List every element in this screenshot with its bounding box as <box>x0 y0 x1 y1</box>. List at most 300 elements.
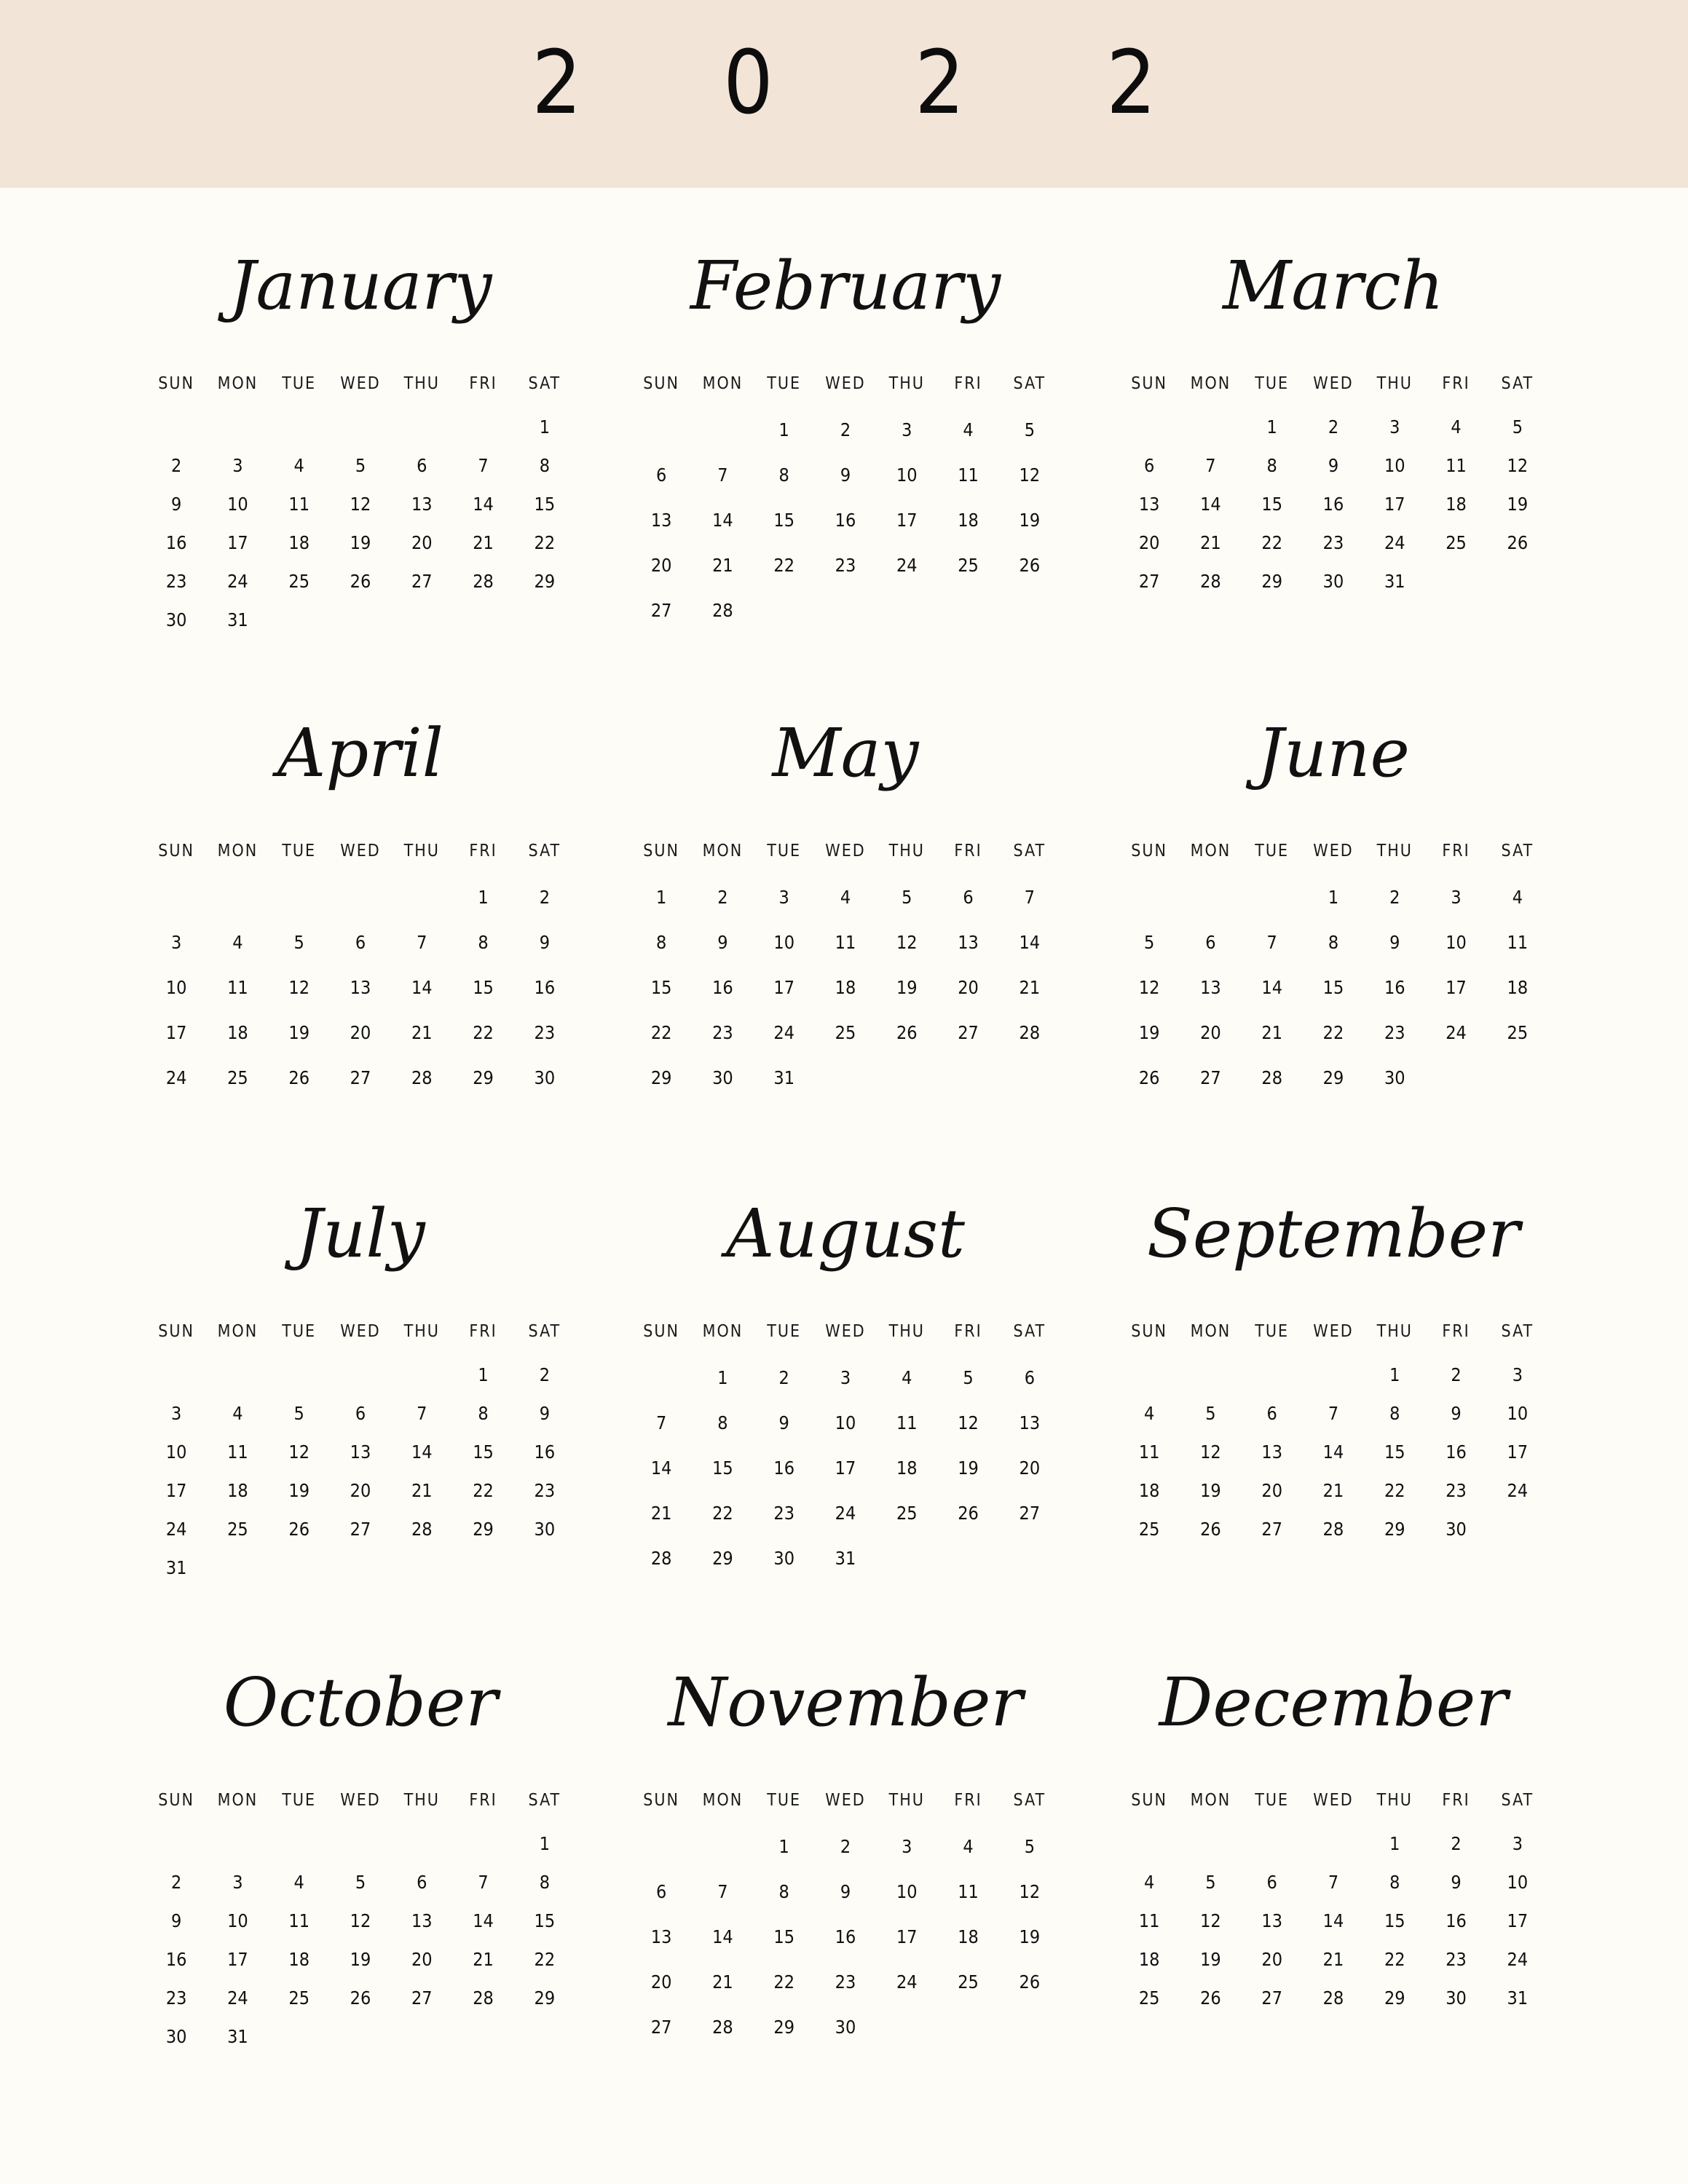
day-cell: 22 <box>1384 1949 1405 1970</box>
weekday-header <box>631 1789 1060 1811</box>
day-cell: 1 <box>778 1836 789 1857</box>
weekday-label: MON <box>702 1791 744 1810</box>
empty-day-cell <box>391 875 452 920</box>
day-cell: 1 <box>1266 416 1277 438</box>
day-cell: 15 <box>534 494 556 515</box>
year-header <box>0 0 1688 188</box>
day-cell: 7 <box>478 1872 489 1893</box>
day-cell: 28 <box>1261 1067 1283 1088</box>
month-november <box>631 1648 1060 2050</box>
day-cell: 4 <box>232 932 243 953</box>
day-cell: 21 <box>712 555 733 576</box>
day-cell: 19 <box>350 532 371 553</box>
day-cell: 2 <box>170 455 182 476</box>
weekday-label: SAT <box>528 1791 561 1810</box>
empty-day-cell <box>330 408 391 446</box>
day-cell: 30 <box>534 1519 556 1540</box>
day-cell: 6 <box>355 932 366 953</box>
day-cell: 30 <box>1384 1067 1405 1088</box>
weekday-label: WED <box>1313 1791 1354 1810</box>
day-cell: 4 <box>293 455 304 476</box>
empty-day-cell <box>1180 1824 1241 1863</box>
day-cell: 8 <box>1389 1872 1400 1893</box>
day-cell: 25 <box>896 1503 918 1524</box>
day-cell: 21 <box>1322 1480 1344 1501</box>
day-cell: 10 <box>1446 932 1467 953</box>
year-title: 2 0 2 2 <box>532 33 1215 134</box>
day-cell: 24 <box>1384 532 1405 553</box>
day-cell: 14 <box>650 1457 672 1479</box>
day-cell: 18 <box>1507 977 1529 998</box>
day-cell: 9 <box>170 1910 182 1931</box>
day-cell: 2 <box>840 419 851 440</box>
day-cell: 12 <box>1138 977 1160 998</box>
day-cell: 2 <box>1328 416 1339 438</box>
day-cell: 27 <box>350 1067 371 1088</box>
day-cell: 24 <box>227 1987 248 2009</box>
day-cell: 7 <box>417 1403 427 1424</box>
empty-day-cell <box>269 875 330 920</box>
day-cell: 4 <box>1451 416 1462 438</box>
day-cell: 8 <box>478 1403 489 1424</box>
empty-day-cell <box>1303 1356 1364 1394</box>
weekday-label: FRI <box>954 1791 982 1810</box>
day-cell: 11 <box>1446 455 1467 476</box>
day-cell: 9 <box>1328 455 1339 476</box>
day-cell: 6 <box>963 887 974 908</box>
day-cell: 18 <box>1138 1949 1160 1970</box>
day-cell: 16 <box>534 977 556 998</box>
day-cell: 26 <box>1200 1987 1221 2009</box>
day-cell: 11 <box>835 932 856 953</box>
day-cell: 11 <box>958 1881 979 1902</box>
day-cell: 15 <box>773 510 795 531</box>
day-cell: 23 <box>165 571 187 592</box>
day-cell: 16 <box>1384 977 1405 998</box>
day-cell: 17 <box>896 510 918 531</box>
day-cell: 1 <box>478 887 489 908</box>
day-cell: 21 <box>1322 1949 1344 1970</box>
day-cell: 1 <box>478 1364 489 1385</box>
weekday-label: SAT <box>1501 374 1534 393</box>
empty-day-cell <box>1180 1356 1241 1394</box>
day-cell: 20 <box>958 977 979 998</box>
day-cell: 10 <box>896 1881 918 1902</box>
day-cell: 24 <box>896 1971 918 1993</box>
day-cell: 30 <box>712 1067 733 1088</box>
day-cell: 9 <box>170 494 182 515</box>
day-cell: 19 <box>896 977 918 998</box>
day-cell: 12 <box>288 1441 310 1463</box>
day-cell: 28 <box>712 600 733 621</box>
day-cell: 31 <box>773 1067 795 1088</box>
day-cell: 6 <box>1143 455 1155 476</box>
empty-day-cell <box>146 408 207 446</box>
empty-day-cell <box>452 408 513 446</box>
day-cell: 6 <box>1024 1367 1035 1388</box>
weekday-label: THU <box>888 1791 925 1810</box>
day-cell: 22 <box>1384 1480 1405 1501</box>
day-cell: 21 <box>411 1022 433 1043</box>
month-name: May <box>772 714 919 792</box>
month-name: December <box>1159 1663 1508 1741</box>
weekday-label: SUN <box>158 842 195 860</box>
weekday-label: THU <box>888 842 925 860</box>
day-cell: 26 <box>1019 555 1041 576</box>
day-cell: 10 <box>227 1910 248 1931</box>
day-cell: 17 <box>896 1926 918 1947</box>
weekday-label: SUN <box>1131 1322 1168 1341</box>
empty-day-cell <box>631 1824 692 1870</box>
day-cell: 16 <box>1446 1910 1467 1931</box>
day-grid <box>146 1356 575 1587</box>
day-cell: 29 <box>650 1067 672 1088</box>
weekday-label: THU <box>403 374 440 393</box>
day-cell: 15 <box>534 1910 556 1931</box>
day-cell: 24 <box>1446 1022 1467 1043</box>
day-cell: 2 <box>539 1364 550 1385</box>
weekday-label: SAT <box>1501 1322 1534 1341</box>
weekday-label: MON <box>702 842 744 860</box>
day-cell: 12 <box>958 1412 979 1433</box>
empty-day-cell <box>1119 875 1180 920</box>
day-cell: 12 <box>350 1910 371 1931</box>
day-cell: 10 <box>896 464 918 486</box>
day-cell: 19 <box>1200 1480 1221 1501</box>
day-cell: 7 <box>478 455 489 476</box>
weekday-header <box>1119 373 1548 395</box>
day-cell: 11 <box>227 1441 248 1463</box>
empty-day-cell <box>1242 1824 1303 1863</box>
day-cell: 16 <box>835 1926 856 1947</box>
weekday-label: WED <box>1313 842 1354 860</box>
day-cell: 9 <box>840 1881 851 1902</box>
day-cell: 27 <box>411 571 433 592</box>
weekday-label: TUE <box>282 842 317 860</box>
day-cell: 17 <box>165 1022 187 1043</box>
day-cell: 19 <box>350 1949 371 1970</box>
day-cell: 13 <box>1261 1441 1283 1463</box>
day-cell: 5 <box>1024 419 1035 440</box>
weekday-label: THU <box>888 374 925 393</box>
day-grid <box>1119 408 1548 601</box>
day-cell: 11 <box>1138 1441 1160 1463</box>
weekday-header <box>146 1789 575 1811</box>
day-cell: 29 <box>1384 1519 1405 1540</box>
weekday-label: FRI <box>469 1322 497 1341</box>
day-cell: 13 <box>1200 977 1221 998</box>
day-cell: 8 <box>1389 1403 1400 1424</box>
day-cell: 9 <box>1389 932 1400 953</box>
day-cell: 2 <box>170 1872 182 1893</box>
day-cell: 21 <box>650 1503 672 1524</box>
day-grid <box>1119 1824 1548 2017</box>
empty-day-cell <box>1180 408 1241 446</box>
month-june <box>1119 699 1548 1101</box>
day-cell: 23 <box>165 1987 187 2009</box>
day-cell: 1 <box>1389 1833 1400 1854</box>
day-cell: 23 <box>1322 532 1344 553</box>
day-cell: 19 <box>288 1480 310 1501</box>
day-cell: 13 <box>650 1926 672 1947</box>
weekday-header <box>146 373 575 395</box>
day-cell: 18 <box>835 977 856 998</box>
day-cell: 19 <box>1138 1022 1160 1043</box>
day-cell: 1 <box>539 416 550 438</box>
day-cell: 10 <box>1384 455 1405 476</box>
day-cell: 20 <box>1138 532 1160 553</box>
day-cell: 4 <box>232 1403 243 1424</box>
day-cell: 5 <box>293 1403 304 1424</box>
day-cell: 25 <box>1507 1022 1529 1043</box>
weekday-label: SUN <box>158 1322 195 1341</box>
day-cell: 2 <box>840 1836 851 1857</box>
day-cell: 12 <box>896 932 918 953</box>
day-cell: 22 <box>1322 1022 1344 1043</box>
day-cell: 31 <box>835 1548 856 1569</box>
day-cell: 21 <box>473 532 494 553</box>
day-cell: 26 <box>350 1987 371 2009</box>
day-cell: 3 <box>170 932 182 953</box>
day-cell: 30 <box>165 609 187 630</box>
day-cell: 8 <box>655 932 667 953</box>
day-cell: 4 <box>1143 1872 1155 1893</box>
day-cell: 25 <box>835 1022 856 1043</box>
month-name: September <box>1146 1195 1521 1273</box>
day-cell: 1 <box>717 1367 728 1388</box>
weekday-label: FRI <box>954 374 982 393</box>
day-cell: 6 <box>1266 1872 1277 1893</box>
day-cell: 13 <box>1019 1412 1041 1433</box>
day-cell: 22 <box>773 555 795 576</box>
day-cell: 22 <box>473 1022 494 1043</box>
empty-day-cell <box>692 1824 753 1870</box>
day-cell: 16 <box>165 1949 187 1970</box>
day-cell: 29 <box>473 1067 494 1088</box>
day-cell: 16 <box>534 1441 556 1463</box>
day-cell: 11 <box>227 977 248 998</box>
day-cell: 30 <box>165 2026 187 2047</box>
month-august <box>631 1179 1060 1581</box>
weekday-label: FRI <box>1442 842 1470 860</box>
empty-day-cell <box>452 1824 513 1863</box>
day-cell: 3 <box>1512 1364 1523 1385</box>
day-cell: 28 <box>1322 1987 1344 2009</box>
day-cell: 26 <box>1200 1519 1221 1540</box>
day-cell: 14 <box>1261 977 1283 998</box>
day-cell: 21 <box>1261 1022 1283 1043</box>
day-cell: 31 <box>1384 571 1405 592</box>
day-cell: 18 <box>288 532 310 553</box>
day-cell: 7 <box>1024 887 1035 908</box>
day-cell: 28 <box>712 2017 733 2038</box>
day-cell: 29 <box>1322 1067 1344 1088</box>
day-cell: 7 <box>1328 1403 1339 1424</box>
month-february <box>631 232 1060 633</box>
day-cell: 17 <box>1507 1441 1529 1463</box>
day-cell: 11 <box>288 1910 310 1931</box>
day-cell: 24 <box>165 1067 187 1088</box>
day-cell: 28 <box>1019 1022 1041 1043</box>
day-cell: 30 <box>534 1067 556 1088</box>
day-cell: 5 <box>1205 1872 1216 1893</box>
day-cell: 19 <box>1019 510 1041 531</box>
month-december <box>1119 1648 1548 2017</box>
empty-day-cell <box>330 875 391 920</box>
day-cell: 26 <box>1138 1067 1160 1088</box>
day-cell: 19 <box>1200 1949 1221 1970</box>
day-cell: 24 <box>1507 1480 1529 1501</box>
day-cell: 22 <box>773 1971 795 1993</box>
day-cell: 27 <box>650 2017 672 2038</box>
day-cell: 3 <box>902 1836 912 1857</box>
day-cell: 23 <box>1446 1949 1467 1970</box>
day-cell: 25 <box>1138 1987 1160 2009</box>
day-cell: 3 <box>232 1872 243 1893</box>
day-cell: 15 <box>650 977 672 998</box>
weekday-label: FRI <box>469 842 497 860</box>
day-cell: 6 <box>655 464 667 486</box>
day-cell: 8 <box>539 455 550 476</box>
day-cell: 21 <box>1019 977 1041 998</box>
weekday-header <box>1119 1321 1548 1342</box>
day-cell: 7 <box>655 1412 667 1433</box>
day-cell: 14 <box>411 977 433 998</box>
day-cell: 17 <box>227 1949 248 1970</box>
weekday-label: MON <box>1190 1791 1231 1810</box>
day-cell: 31 <box>1507 1987 1529 2009</box>
day-cell: 9 <box>840 464 851 486</box>
day-cell: 20 <box>411 532 433 553</box>
day-cell: 15 <box>1322 977 1344 998</box>
weekday-label: WED <box>340 1322 381 1341</box>
weekday-label: SAT <box>528 842 561 860</box>
day-cell: 18 <box>227 1480 248 1501</box>
day-cell: 14 <box>411 1441 433 1463</box>
weekday-label: SAT <box>1013 374 1046 393</box>
day-cell: 5 <box>1024 1836 1035 1857</box>
weekday-label: SUN <box>1131 842 1168 860</box>
day-cell: 14 <box>1322 1910 1344 1931</box>
weekday-label: THU <box>1376 1322 1413 1341</box>
day-cell: 12 <box>288 977 310 998</box>
day-cell: 13 <box>650 510 672 531</box>
day-cell: 31 <box>227 609 248 630</box>
weekday-header <box>1119 1789 1548 1811</box>
day-cell: 23 <box>835 555 856 576</box>
day-cell: 29 <box>534 571 556 592</box>
day-cell: 18 <box>958 1926 979 1947</box>
day-cell: 1 <box>1328 887 1339 908</box>
day-cell: 13 <box>1138 494 1160 515</box>
month-name: June <box>1257 714 1410 792</box>
day-cell: 16 <box>712 977 733 998</box>
day-cell: 18 <box>288 1949 310 1970</box>
day-cell: 17 <box>1384 494 1405 515</box>
weekday-label: WED <box>1313 1322 1354 1341</box>
day-cell: 13 <box>958 932 979 953</box>
day-cell: 26 <box>350 571 371 592</box>
day-cell: 31 <box>165 1557 187 1578</box>
day-cell: 2 <box>1451 1364 1462 1385</box>
weekday-label: SAT <box>1013 1322 1046 1341</box>
day-cell: 3 <box>232 455 243 476</box>
day-cell: 3 <box>1451 887 1462 908</box>
weekday-label: SAT <box>1013 842 1046 860</box>
month-january <box>146 232 575 639</box>
day-cell: 18 <box>227 1022 248 1043</box>
month-september <box>1119 1179 1548 1548</box>
day-cell: 28 <box>411 1067 433 1088</box>
day-cell: 3 <box>778 887 789 908</box>
weekday-label: SUN <box>643 1322 680 1341</box>
weekday-label: WED <box>825 842 866 860</box>
day-cell: 7 <box>1266 932 1277 953</box>
day-cell: 3 <box>902 419 912 440</box>
day-cell: 20 <box>650 555 672 576</box>
empty-day-cell <box>146 1824 207 1863</box>
day-cell: 20 <box>1019 1457 1041 1479</box>
empty-day-cell <box>391 1824 452 1863</box>
day-cell: 11 <box>1138 1910 1160 1931</box>
weekday-label: THU <box>1376 842 1413 860</box>
empty-day-cell <box>1180 875 1241 920</box>
day-cell: 19 <box>288 1022 310 1043</box>
weekday-header <box>631 373 1060 395</box>
day-cell: 20 <box>1261 1949 1283 1970</box>
weekday-label: TUE <box>767 1791 802 1810</box>
day-cell: 26 <box>288 1067 310 1088</box>
empty-day-cell <box>146 1356 207 1394</box>
day-cell: 1 <box>1389 1364 1400 1385</box>
day-cell: 19 <box>1019 1926 1041 1947</box>
day-cell: 31 <box>227 2026 248 2047</box>
day-cell: 27 <box>958 1022 979 1043</box>
month-october <box>146 1648 575 2056</box>
day-cell: 20 <box>1200 1022 1221 1043</box>
day-cell: 20 <box>650 1971 672 1993</box>
day-cell: 15 <box>473 1441 494 1463</box>
day-cell: 4 <box>963 419 974 440</box>
day-cell: 29 <box>712 1548 733 1569</box>
day-cell: 8 <box>1266 455 1277 476</box>
day-cell: 20 <box>411 1949 433 1970</box>
weekday-label: THU <box>403 1791 440 1810</box>
day-cell: 5 <box>1143 932 1155 953</box>
day-cell: 23 <box>534 1480 556 1501</box>
empty-day-cell <box>631 408 692 453</box>
day-cell: 22 <box>1261 532 1283 553</box>
day-cell: 17 <box>835 1457 856 1479</box>
day-cell: 6 <box>355 1403 366 1424</box>
weekday-label: FRI <box>469 1791 497 1810</box>
day-grid <box>146 1824 575 2056</box>
day-cell: 12 <box>1019 464 1041 486</box>
empty-day-cell <box>207 1356 268 1394</box>
day-cell: 4 <box>1143 1403 1155 1424</box>
month-march <box>1119 232 1548 601</box>
day-cell: 27 <box>1138 571 1160 592</box>
day-cell: 13 <box>350 977 371 998</box>
day-cell: 7 <box>717 464 728 486</box>
day-cell: 2 <box>539 887 550 908</box>
day-grid <box>146 875 575 1101</box>
day-cell: 26 <box>1019 1971 1041 1993</box>
empty-day-cell <box>269 1824 330 1863</box>
weekday-label: SAT <box>1013 1791 1046 1810</box>
weekday-label: WED <box>340 374 381 393</box>
day-grid <box>631 875 1060 1101</box>
